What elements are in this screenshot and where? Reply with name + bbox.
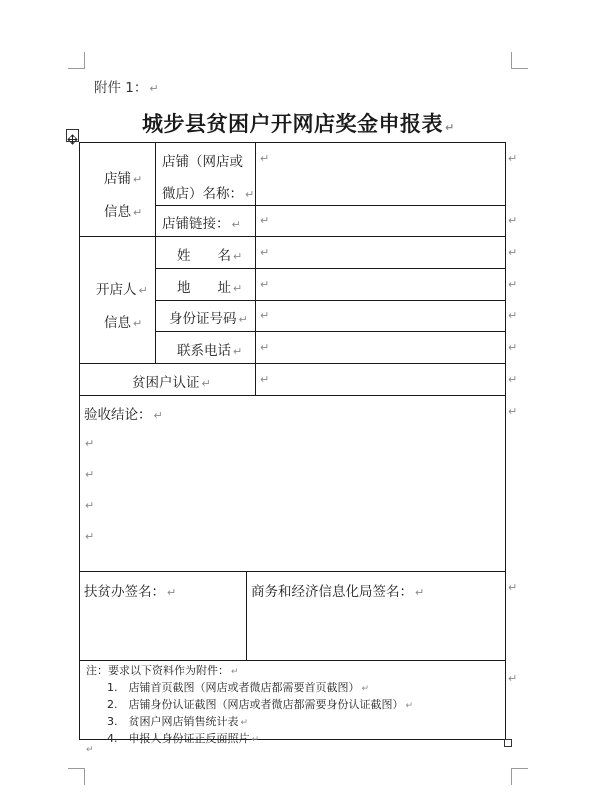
paragraph-mark: ↵ [167, 586, 177, 599]
poor-cert-value[interactable]: ↵ [260, 373, 270, 386]
row-divider [79, 571, 506, 572]
row-divider [79, 395, 506, 396]
column-divider [155, 142, 156, 363]
crop-mark-top-right [511, 52, 528, 69]
owner-info-group-label: 开店人 ↵ 信息 ↵ [96, 282, 148, 331]
table-border-right [505, 142, 506, 740]
trailing-paragraph-mark: ↵ [86, 745, 94, 755]
owner-phone-value[interactable]: ↵ [260, 341, 270, 354]
paragraph-mark: ↵ [233, 345, 243, 358]
store-link-label: 店铺链接： ↵ [162, 216, 241, 232]
end-of-row-mark: ↵ [508, 278, 518, 291]
owner-id-label: 身份证号码 ↵ [169, 311, 248, 327]
paragraph-mark: ↵ [149, 82, 159, 95]
end-of-row-mark: ↵ [508, 341, 518, 354]
end-of-row-mark: ↵ [508, 581, 518, 594]
paragraph-mark: ↵ [153, 409, 163, 422]
poor-cert-label: 贫困户认证 ↵ [132, 375, 211, 391]
notes-section [86, 663, 413, 748]
owner-address-label: 地 址 ↵ [177, 280, 243, 296]
attachment-label: 附件 1： ↵ [94, 80, 159, 96]
column-divider [246, 571, 247, 660]
end-of-row-mark: ↵ [508, 672, 518, 685]
store-name-value[interactable]: ↵ [260, 152, 270, 165]
acceptance-line[interactable]: ↵ [85, 468, 95, 481]
notes-item: 2. 店铺身份认证截图（网店或者微店都需要身份认证截图） [107, 698, 404, 711]
paragraph-mark: ↵ [201, 377, 211, 390]
notes-heading: 注：要求以下资料作为附件： [86, 664, 229, 677]
column-divider [255, 142, 256, 395]
end-of-row-mark: ↵ [508, 373, 518, 386]
acceptance-line[interactable]: ↵ [85, 530, 95, 543]
acceptance-line[interactable]: ↵ [85, 437, 95, 450]
end-of-row-mark: ↵ [508, 246, 518, 259]
paragraph-mark: ↵ [415, 586, 425, 599]
crop-mark-top-left [68, 52, 85, 69]
table-border-left [79, 142, 80, 740]
paragraph-mark: ↵ [251, 735, 260, 745]
notes-item: 1. 店铺首页截图（网店或者微店都需要首页截图） [107, 681, 360, 694]
owner-phone-label: 联系电话 ↵ [177, 343, 243, 359]
crop-mark-bottom-left [68, 768, 85, 785]
paragraph-mark: ↵ [133, 317, 143, 330]
notes-item: 3. 贫困户网店销售统计表 [107, 715, 239, 728]
store-name-label: 店铺（网店或 微店）名称： ↵ [162, 154, 255, 202]
page-title: 城步县贫困户开网店奖金申报表 ↵ [142, 112, 455, 136]
paragraph-mark: ↵ [138, 284, 148, 297]
crop-mark-bottom-right [511, 768, 528, 785]
row-divider [79, 363, 506, 364]
poverty-office-signature-field[interactable]: 扶贫办签名： ↵ [84, 584, 177, 600]
paragraph-mark: ↵ [133, 206, 143, 219]
paragraph-mark: ↵ [231, 667, 239, 677]
table-move-handle[interactable] [66, 129, 79, 142]
table-resize-handle[interactable] [504, 739, 512, 747]
paragraph-mark: ↵ [133, 173, 143, 186]
store-info-group-label: 店铺 ↵ 信息 ↵ [104, 171, 143, 220]
owner-id-value[interactable]: ↵ [260, 309, 270, 322]
table-border-top [79, 142, 506, 143]
paragraph-mark: ↵ [231, 218, 241, 231]
paragraph-mark: ↵ [245, 188, 255, 201]
commerce-bureau-signature-field[interactable]: 商务和经济信息化局签名： ↵ [251, 584, 425, 600]
acceptance-label: 验收结论： ↵ [84, 407, 163, 423]
end-of-row-mark: ↵ [508, 214, 518, 227]
row-divider [155, 268, 506, 269]
end-of-row-mark: ↵ [508, 152, 518, 165]
row-divider [79, 660, 506, 661]
end-of-row-mark: ↵ [508, 309, 518, 322]
owner-name-value[interactable]: ↵ [260, 246, 270, 259]
paragraph-mark: ↵ [233, 282, 243, 295]
owner-name-label: 姓 名 ↵ [177, 248, 243, 264]
end-of-row-mark: ↵ [508, 405, 518, 418]
row-divider [155, 300, 506, 301]
notes-item: 4. 申报人身份证正反面照片 [107, 732, 250, 745]
row-divider [79, 236, 506, 237]
acceptance-line[interactable]: ↵ [85, 499, 95, 512]
owner-address-value[interactable]: ↵ [260, 278, 270, 291]
paragraph-mark: ↵ [233, 250, 243, 263]
paragraph-mark: ↵ [445, 121, 455, 134]
paragraph-mark: ↵ [361, 684, 370, 694]
paragraph-mark: ↵ [240, 718, 249, 728]
store-link-value[interactable]: ↵ [260, 214, 270, 227]
paragraph-mark: ↵ [238, 313, 248, 326]
row-divider [155, 331, 506, 332]
move-cross-icon [67, 134, 78, 145]
paragraph-mark: ↵ [405, 701, 414, 711]
